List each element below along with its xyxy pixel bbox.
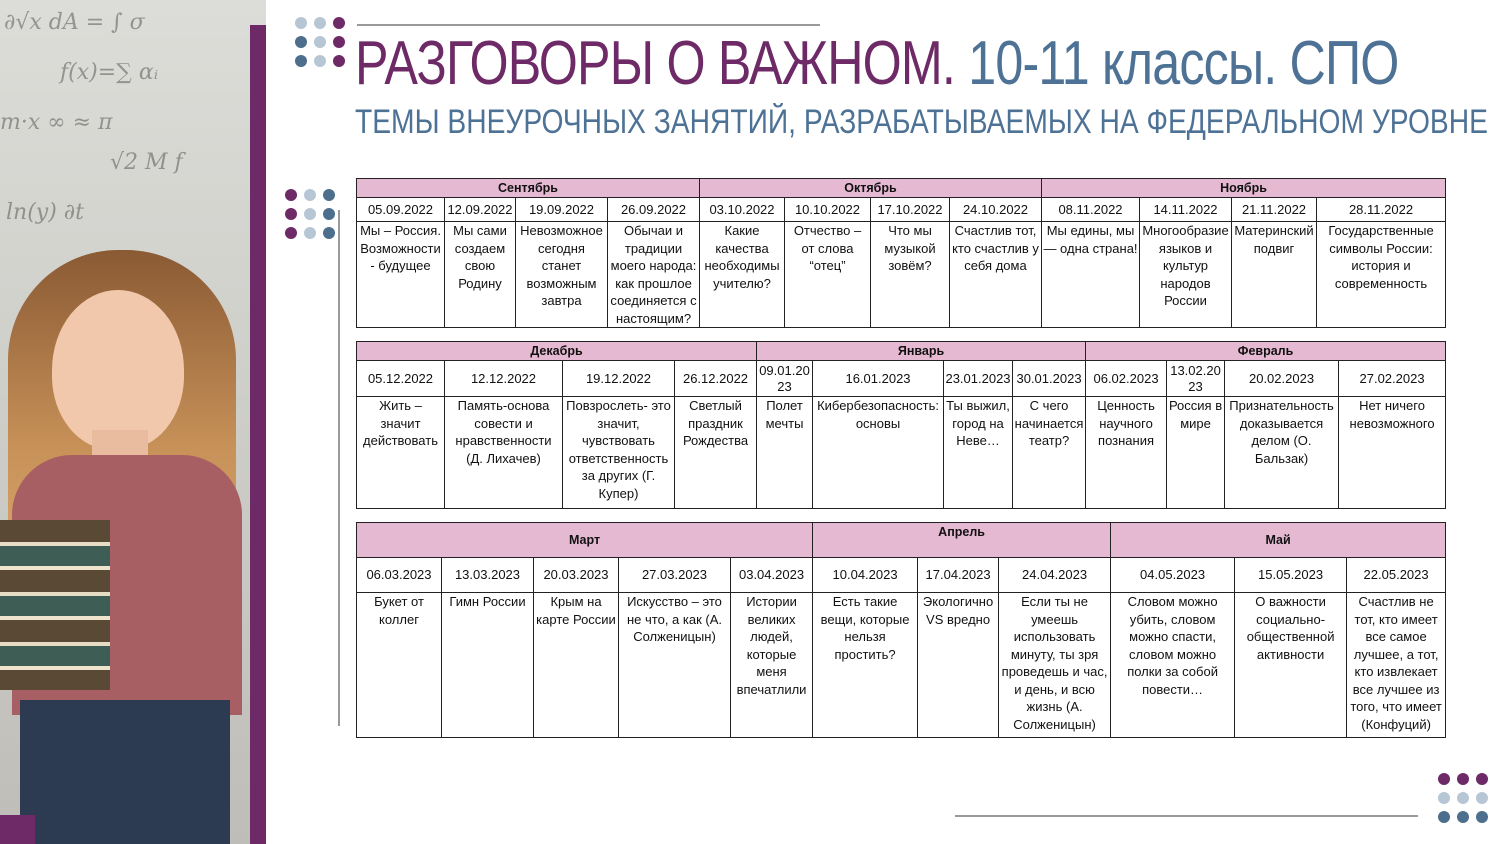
dot-grid-icon [295,17,345,67]
dot-grid-icon [285,189,335,239]
lesson-topic: Искусство – это не что, а как (А. Солженицын) [619,593,731,738]
lesson-topic: Отчество – от слова “отец” [785,222,871,328]
formula-scribble: ∂√x dA = ∫ σ [4,10,145,35]
lesson-topic: Букет от коллег [357,593,442,738]
books-stack [0,520,110,690]
lesson-topic: Если ты не умеешь использовать минуту, ты зря проведешь и час, и день, и всю жизнь (А. Солженицын) [999,593,1111,738]
lesson-topic: Счастлив не тот, кто имеет все самое лучшее, а тот, кто извлекает все лучшее из того, что имеет (Конфуций) [1347,593,1446,738]
lesson-topic: Что мы музыкой зовём? [871,222,950,328]
page-subtitle: ТЕМЫ ВНЕУРОЧНЫХ ЗАНЯТИЙ, РАЗРАБАТЫВАЕМЫХ НА ФЕДЕРАЛЬНОМ УРОВНЕ [355,103,1488,141]
lesson-date: 16.01.2023 [813,361,944,397]
schedule-table-winter [356,341,1446,509]
lesson-date: 28.11.2022 [1317,198,1446,222]
lesson-date: 04.05.2023 [1111,558,1235,593]
divider-line [357,24,820,26]
month-header: Январь [757,342,1086,361]
lesson-topic: Повзрослеть- это значит, чувствовать ответственность за других (Г. Купер) [563,397,675,509]
lesson-date: 05.09.2022 [357,198,445,222]
lesson-date: 03.10.2022 [700,198,785,222]
lesson-date: 26.12.2022 [675,361,757,397]
month-header: Апрель [813,523,1111,558]
lesson-topic: Жить – значит действовать [357,397,445,509]
lesson-topic: Россия в мире [1167,397,1225,509]
lesson-topic: Ты выжил, город на Неве… [944,397,1013,509]
formula-scribble: m·x ∞ ≈ π [0,110,113,135]
lesson-date: 06.02.2023 [1086,361,1167,397]
lesson-topic: Кибербезопасность: основы [813,397,944,509]
lesson-date: 26.09.2022 [608,198,700,222]
month-header: Февраль [1086,342,1446,361]
lesson-topic: Полет мечты [757,397,813,509]
lesson-date: 20.02.2023 [1225,361,1339,397]
schedule-table-spring [356,522,1446,738]
lesson-date: 06.03.2023 [357,558,442,593]
lesson-date: 21.11.2022 [1232,198,1317,222]
month-header: Ноябрь [1042,179,1446,198]
lesson-topic: Нет ничего невозможного [1339,397,1446,509]
lesson-topic: Обычаи и традиции моего народа: как прошлое соединяется с настоящим? [608,222,700,328]
lesson-date: 22.05.2023 [1347,558,1446,593]
lesson-topic: Признательность доказывается делом (О. Бальзак) [1225,397,1339,509]
lesson-topic: Материнский подвиг [1232,222,1317,328]
lesson-topic: Многообразие языков и культур народов России [1140,222,1232,328]
lesson-date: 09.01.2023 [757,361,813,397]
divider-line [338,210,340,726]
lesson-date: 03.04.2023 [731,558,813,593]
lesson-date: 27.03.2023 [619,558,731,593]
lesson-topic: Гимн России [442,593,534,738]
month-header: Декабрь [357,342,757,361]
title-part-grades: 10-11 классы. СПО [968,29,1399,98]
lesson-date: 13.02.2023 [1167,361,1225,397]
lesson-date: 05.12.2022 [357,361,445,397]
lesson-date: 14.11.2022 [1140,198,1232,222]
dot-grid-icon [1438,773,1488,823]
lesson-date: 23.01.2023 [944,361,1013,397]
lesson-topic: Какие качества необходимы учителю? [700,222,785,328]
lesson-topic: С чего начинается театр? [1013,397,1086,509]
lesson-topic: Истории великих людей, которые меня впечатлили [731,593,813,738]
lesson-date: 30.01.2023 [1013,361,1086,397]
lesson-date: 17.10.2022 [871,198,950,222]
month-header: Сентябрь [357,179,700,198]
lesson-date: 08.11.2022 [1042,198,1140,222]
lesson-date: 17.04.2023 [918,558,999,593]
lesson-topic: Счастлив тот, кто счастлив у себя дома [950,222,1042,328]
lesson-topic: Мы сами создаем свою Родину [445,222,516,328]
formula-scribble: √2 M f [110,150,183,175]
lesson-date: 15.05.2023 [1235,558,1347,593]
lesson-date: 12.09.2022 [445,198,516,222]
lesson-topic: Светлый праздник Рождества [675,397,757,509]
lesson-topic: Мы едины, мы — одна страна! [1042,222,1140,328]
lesson-date: 24.04.2023 [999,558,1111,593]
lesson-date: 12.12.2022 [445,361,563,397]
lesson-date: 19.09.2022 [516,198,608,222]
formula-scribble: ln(y) ∂t [6,200,85,225]
lesson-date: 27.02.2023 [1339,361,1446,397]
divider-line [955,815,1418,817]
lesson-topic: Ценность научного познания [1086,397,1167,509]
month-header: Октябрь [700,179,1042,198]
title-part-main: РАЗГОВОРЫ О ВАЖНОМ. [355,29,956,98]
lesson-date: 13.03.2023 [442,558,534,593]
purple-accent-strip [250,25,266,844]
jeans [20,700,230,844]
corner-accent [0,815,35,844]
lesson-date: 20.03.2023 [534,558,619,593]
lesson-topic: Мы – Россия. Возможности - будущее [357,222,445,328]
page-title [355,28,1399,100]
student-photo [0,0,266,844]
lesson-topic: Есть такие вещи, которые нельзя простить? [813,593,918,738]
schedule-table-autumn [356,178,1446,328]
lesson-topic: Словом можно убить, словом можно спасти, словом можно полки за собой повести… [1111,593,1235,738]
lesson-topic: Невозможное сегодня станет возможным завтра [516,222,608,328]
lesson-topic: Память-основа совести и нравственности (Д. Лихачев) [445,397,563,509]
month-header: Март [357,523,813,558]
lesson-date: 19.12.2022 [563,361,675,397]
lesson-date: 10.10.2022 [785,198,871,222]
lesson-topic: О важности социально-общественной активности [1235,593,1347,738]
month-header: Май [1111,523,1446,558]
lesson-date: 24.10.2022 [950,198,1042,222]
lesson-topic: Экологично VS вредно [918,593,999,738]
lesson-date: 10.04.2023 [813,558,918,593]
face [52,290,184,450]
lesson-topic: Государственные символы России: история и современность [1317,222,1446,328]
formula-scribble: f(x)=∑ αᵢ [60,60,159,85]
lesson-topic: Крым на карте России [534,593,619,738]
